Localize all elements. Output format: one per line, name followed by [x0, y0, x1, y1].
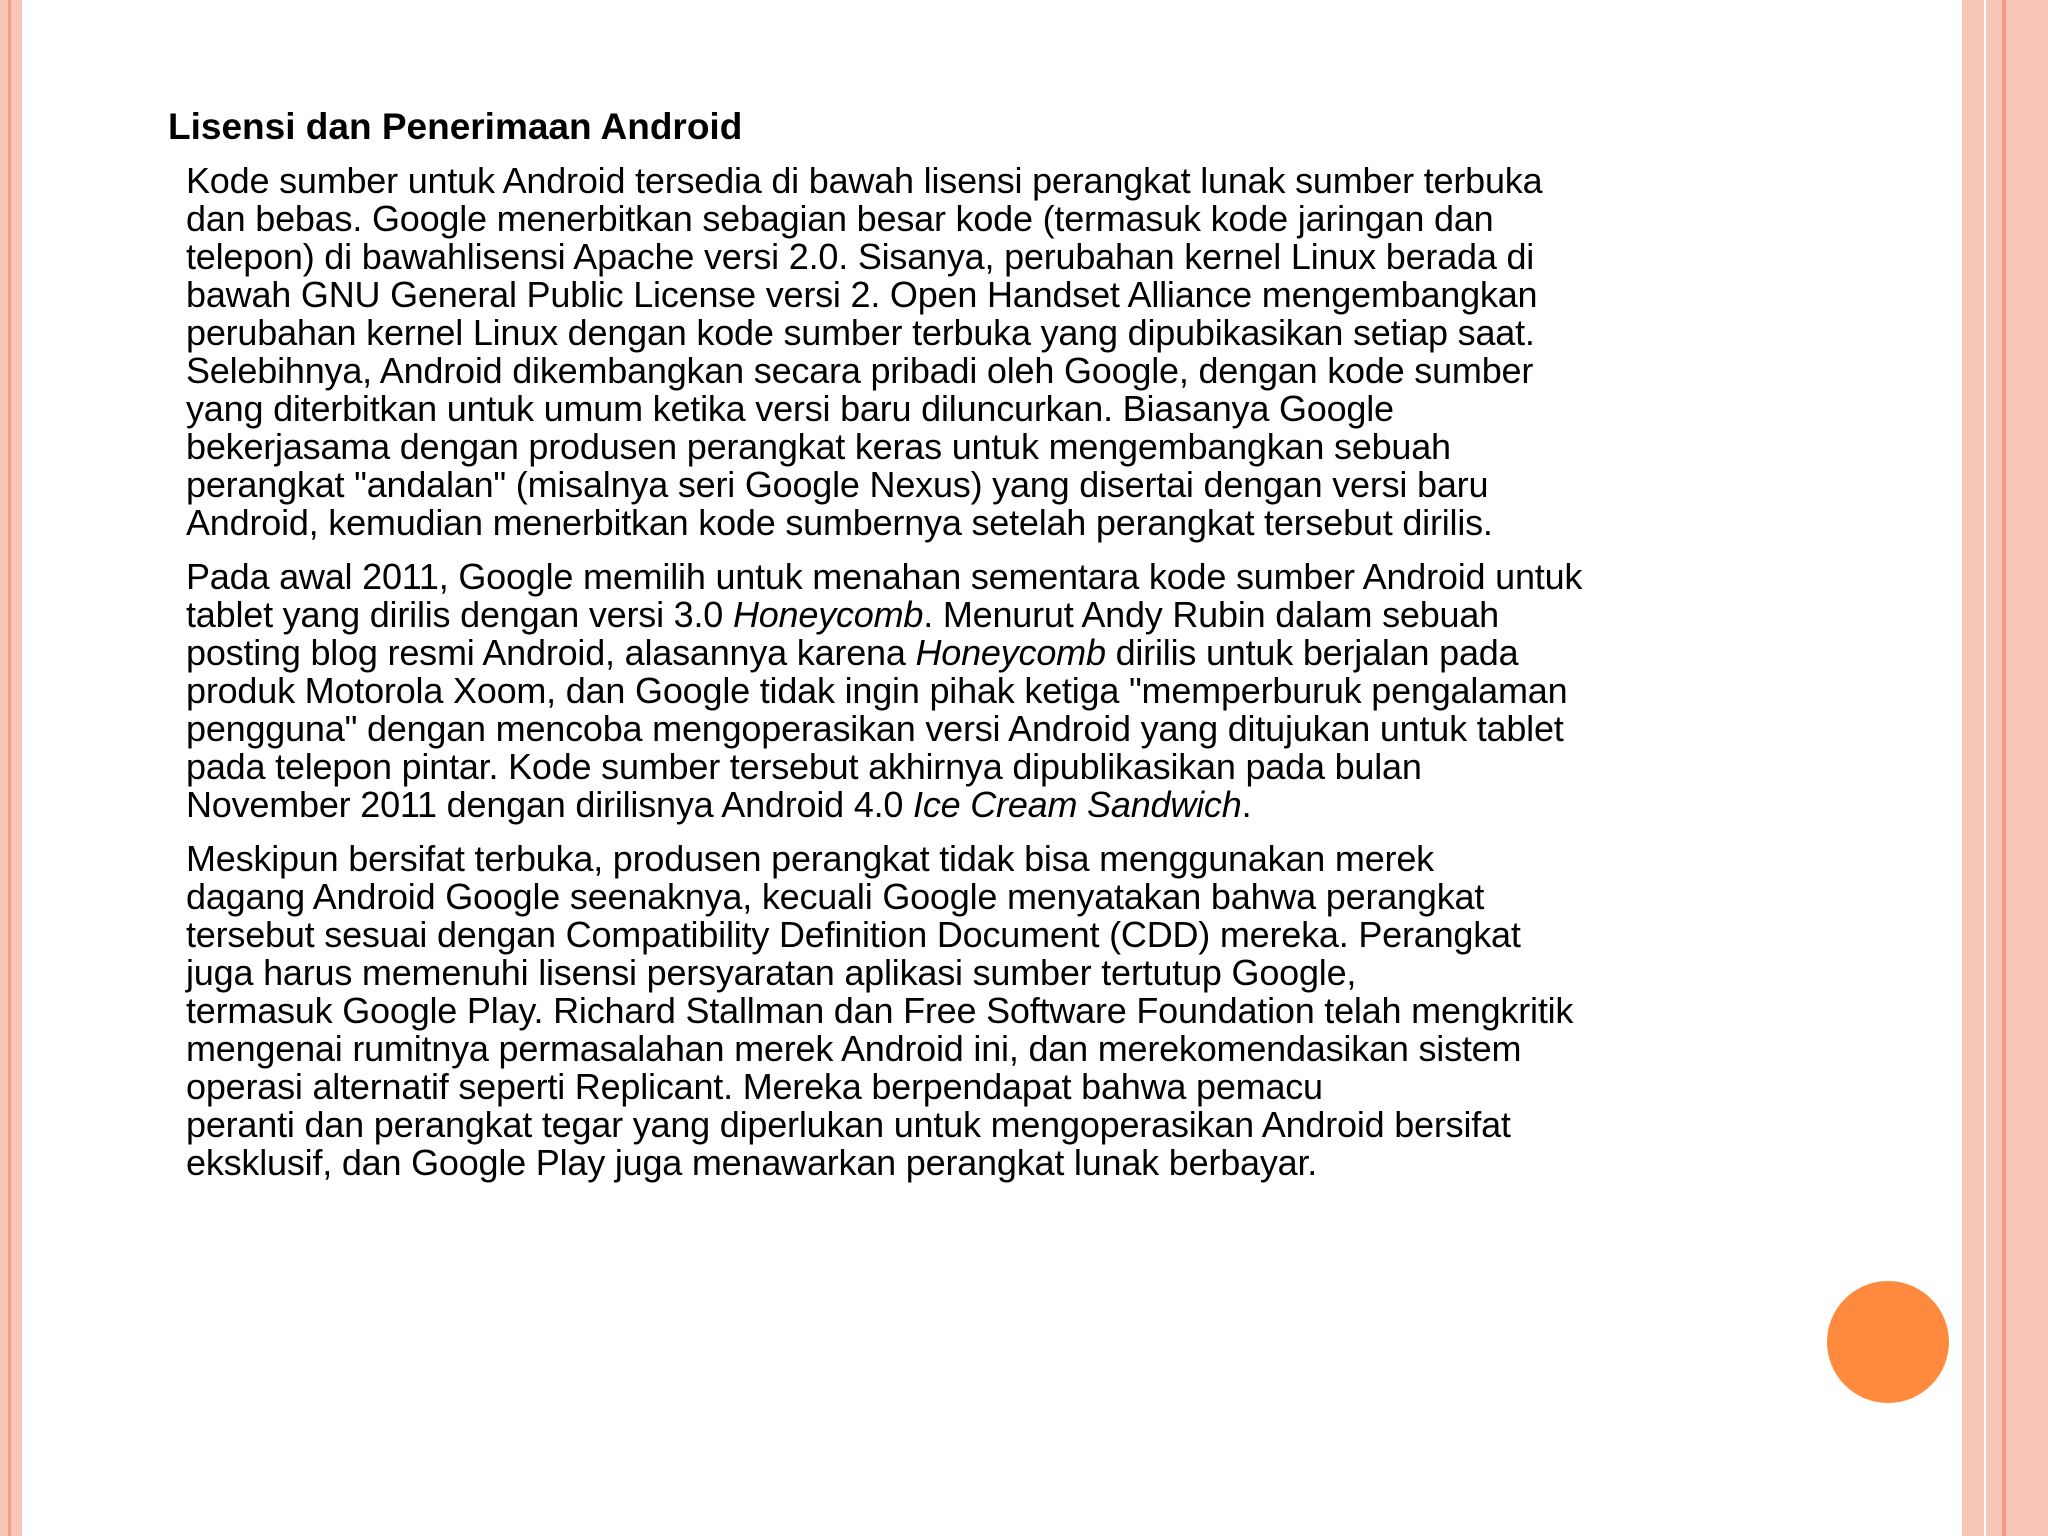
text-segment: bawah GNU General Public License versi 2. Open Handset Alliance mengembangkan: [186, 274, 1538, 315]
text-line: [186, 632, 1518, 673]
text-line: [186, 312, 1535, 353]
text-segment: posting blog resmi Android, alasannya karena: [186, 632, 916, 673]
text-segment: November 2011 dengan dirilisnya Android 4.0: [186, 784, 914, 825]
text-segment: . Menurut Andy Rubin dalam sebuah: [923, 594, 1499, 635]
text-line: [186, 350, 1533, 391]
left-decorative-line: [8, 0, 11, 1536]
slide-title: Lisensi dan Penerimaan Android: [168, 106, 743, 147]
right-decorative-bar-outer: [1986, 0, 2048, 1536]
text-segment: telepon) di bawahlisensi Apache versi 2.0. Sisanya, perubahan kernel Linux berada di: [186, 236, 1535, 277]
text-segment: bekerjasama dengan produsen perangkat keras untuk mengembangkan sebuah: [186, 426, 1451, 467]
text-line: [186, 1142, 1317, 1183]
text-segment: Meskipun bersifat terbuka, produsen perangkat tidak bisa menggunakan merek: [186, 838, 1434, 879]
text-segment: mengenai rumitnya permasalahan merek Android ini, dan merekomendasikan sistem: [186, 1028, 1522, 1069]
text-line: [186, 838, 1434, 879]
text-segment: pengguna" dengan mencoba mengoperasikan versi Android yang ditujukan untuk tablet: [186, 708, 1564, 749]
text-segment: tersebut sesuai dengan Compatibility Definition Document (CDD) mereka. Perangkat: [186, 914, 1521, 955]
text-segment: termasuk Google Play. Richard Stallman dan Free Software Foundation telah mengkritik: [186, 990, 1574, 1031]
text-line: [186, 160, 1542, 201]
text-line: [186, 236, 1534, 277]
text-line: [186, 274, 1537, 315]
text-line: [186, 876, 1484, 917]
text-segment: perubahan kernel Linux dengan kode sumber terbuka yang dipubikasikan setiap saat.: [186, 312, 1535, 353]
orange-circle-decoration: [1827, 1281, 1949, 1403]
text-line: [186, 388, 1394, 429]
text-line: [186, 746, 1422, 787]
body-paragraph-2: [186, 558, 1766, 824]
text-line: [186, 990, 1573, 1031]
text-line: [186, 952, 1356, 993]
text-segment: Selebihnya, Android dikembangkan secara pribadi oleh Google, dengan kode sumber: [186, 350, 1534, 391]
right-decorative-bar-inner: [1962, 0, 1984, 1536]
text-line: [186, 1066, 1323, 1107]
left-decorative-bar: [0, 0, 22, 1536]
text-line: [186, 502, 1493, 543]
text-segment: Android, kemudian menerbitkan kode sumbernya setelah perangkat tersebut dirilis.: [186, 502, 1493, 543]
text-segment: operasi alternatif seperti Replicant. Mereka berpendapat bahwa pemacu: [186, 1066, 1323, 1107]
text-line: [186, 708, 1564, 749]
text-segment: perangkat "andalan" (misalnya seri Google Nexus) yang disertai dengan versi baru: [186, 464, 1489, 505]
slide-body: [186, 162, 1766, 1198]
text-line: [186, 670, 1567, 711]
text-segment: .: [1241, 784, 1252, 825]
text-segment: dan bebas. Google menerbitkan sebagian besar kode (termasuk kode jaringan dan: [186, 198, 1494, 239]
text-segment: juga harus memenuhi lisensi persyaratan aplikasi sumber tertutup Google,: [186, 952, 1357, 993]
body-paragraph-1: [186, 162, 1766, 542]
text-segment: Pada awal 2011, Google memilih untuk menahan sementara kode sumber Android untuk: [186, 556, 1583, 597]
text-line: [186, 1028, 1521, 1069]
text-line: [186, 784, 1251, 825]
text-segment: produk Motorola Xoom, dan Google tidak ingin pihak ketiga "memperburuk pengalaman: [186, 670, 1568, 711]
text-segment: dirilis untuk berjalan pada: [1105, 632, 1519, 673]
text-line: [186, 198, 1493, 239]
text-segment: Kode sumber untuk Android tersedia di bawah lisensi perangkat lunak sumber terbuka: [186, 160, 1543, 201]
italic-term: Ice Cream Sandwich: [913, 784, 1242, 825]
text-line: [186, 914, 1521, 955]
text-line: [186, 1104, 1511, 1145]
text-line: [186, 556, 1582, 597]
right-decorative-line: [2002, 0, 2006, 1536]
text-segment: eksklusif, dan Google Play juga menawarkan perangkat lunak berbayar.: [186, 1142, 1318, 1183]
text-line: [186, 594, 1499, 635]
text-line: [186, 426, 1451, 467]
text-line: [186, 464, 1488, 505]
text-segment: yang diterbitkan untuk umum ketika versi baru diluncurkan. Biasanya Google: [186, 388, 1394, 429]
italic-term: Honeycomb: [732, 594, 924, 635]
text-segment: dagang Android Google seenaknya, kecuali Google menyatakan bahwa perangkat: [186, 876, 1485, 917]
body-paragraph-3: [186, 840, 1766, 1182]
italic-term: Honeycomb: [915, 632, 1106, 673]
text-segment: tablet yang dirilis dengan versi 3.0: [186, 594, 733, 635]
text-segment: pada telepon pintar. Kode sumber tersebut akhirnya dipublikasikan pada bulan: [186, 746, 1422, 787]
text-segment: peranti dan perangkat tegar yang diperlukan untuk mengoperasikan Android bersifat: [186, 1104, 1511, 1145]
